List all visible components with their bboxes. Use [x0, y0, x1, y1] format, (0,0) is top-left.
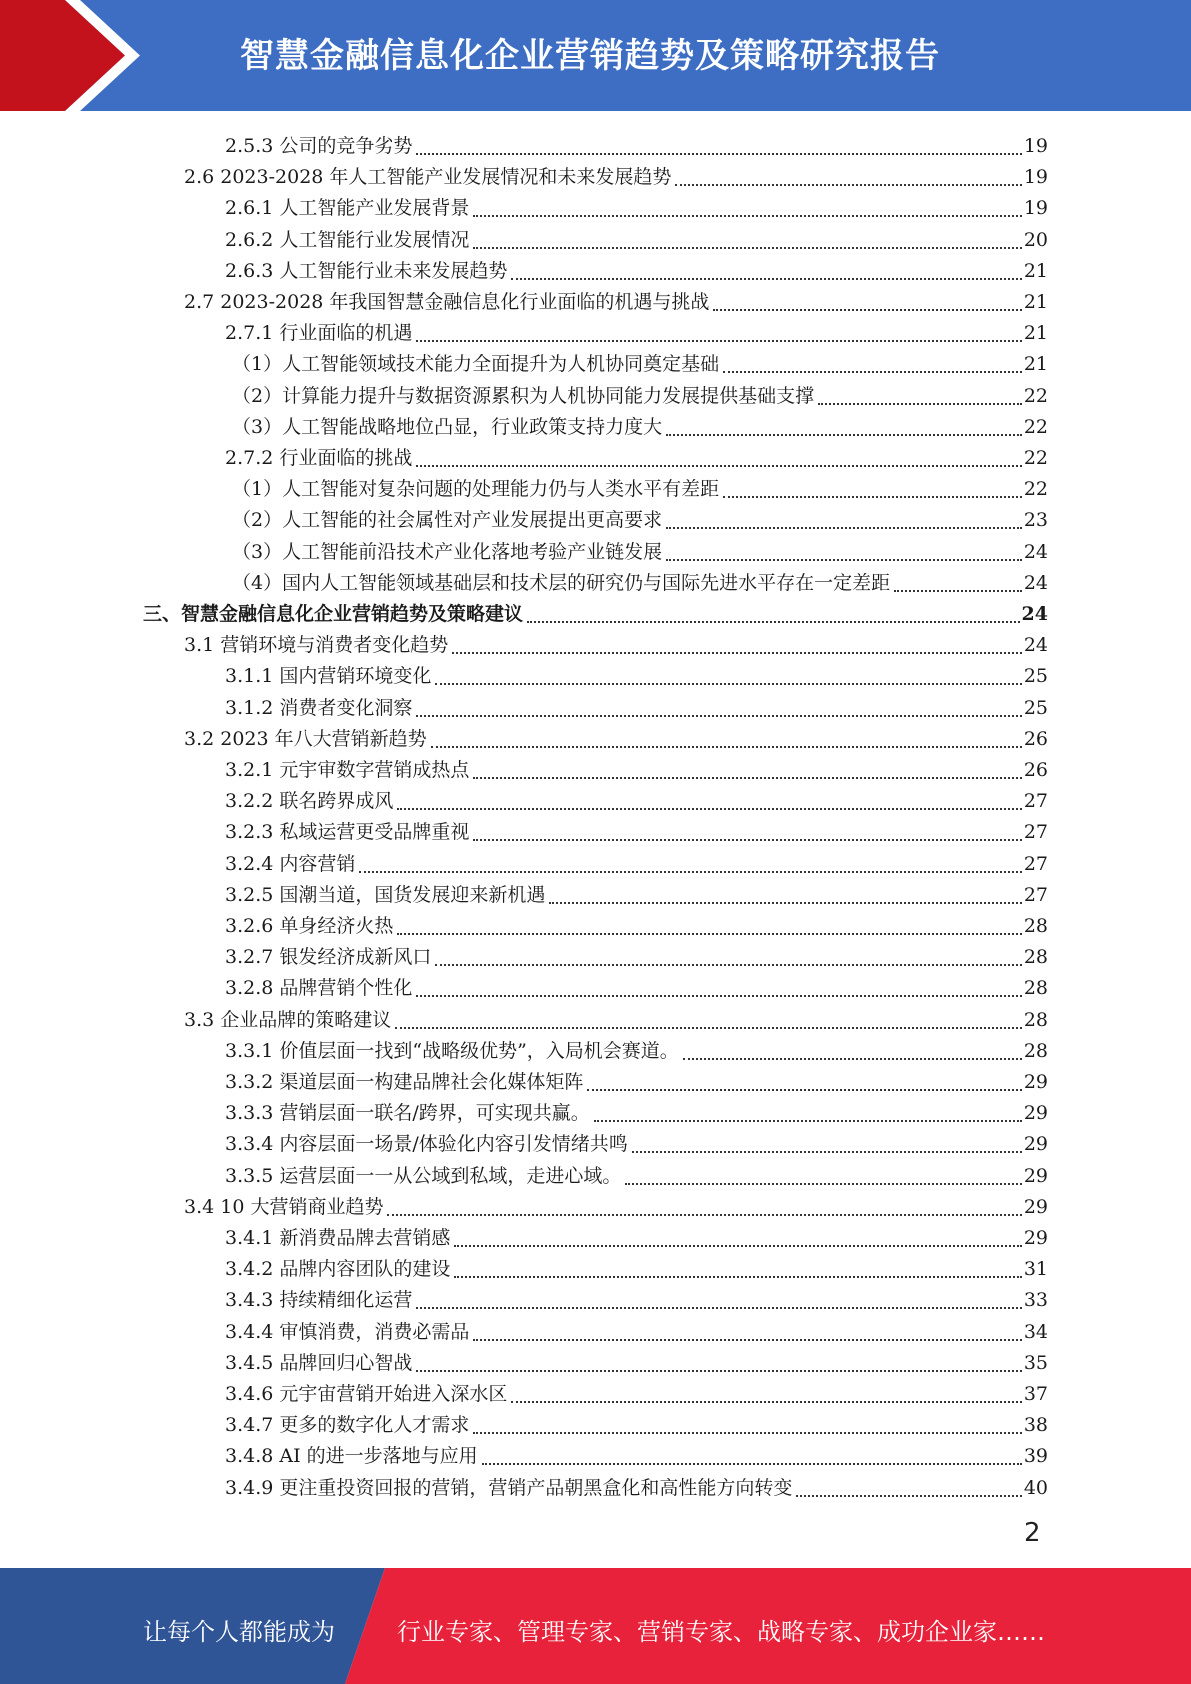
toc-entry-label: 3.4.6 元宇宙营销开始进入深水区 — [225, 1383, 508, 1405]
toc-entry-page: 27 — [1023, 790, 1048, 813]
toc-entry-label: （2）人工智能的社会属性对产业发展提出更高要求 — [232, 509, 663, 532]
toc-entry-page: 27 — [1023, 852, 1048, 875]
toc-entry-label: 3.2.3 私域运营更受品牌重视 — [225, 821, 470, 844]
toc-entry[interactable] — [232, 501, 1048, 532]
toc-entry[interactable] — [143, 595, 1048, 626]
toc-entry-page: 24 — [1023, 540, 1048, 563]
toc-entry[interactable] — [232, 564, 1048, 595]
toc-entry-page: 33 — [1023, 1289, 1048, 1312]
toc-entry-page: 29 — [1023, 1227, 1048, 1249]
toc-leader-dots — [395, 1009, 1022, 1029]
toc-entry-label: （2）计算能力提升与数据资源累积为人机协同能力发展提供基础支撑 — [232, 384, 815, 407]
toc-leader-dots — [675, 166, 1021, 186]
toc-entry[interactable] — [225, 845, 1048, 876]
toc-entry[interactable] — [232, 533, 1048, 564]
toc-entry-label: 3.3.4 内容层面一场景/体验化内容引发情绪共鸣 — [225, 1133, 628, 1156]
toc-entry-page: 24 — [1023, 634, 1048, 657]
toc-leader-dots — [473, 821, 1021, 841]
toc-entry[interactable] — [225, 252, 1048, 283]
toc-entry-label: 3.2 2023 年八大营销新趋势 — [184, 727, 427, 750]
toc-entry-page: 27 — [1023, 821, 1048, 844]
toc-entry-page: 31 — [1023, 1258, 1048, 1281]
toc-entry[interactable] — [225, 314, 1048, 345]
toc-leader-dots — [416, 1289, 1021, 1309]
toc-entry-page: 21 — [1023, 259, 1048, 282]
page-number: 2 — [1024, 1518, 1041, 1548]
toc-entry-label: 3.2.7 银发经济成新风口 — [225, 946, 432, 969]
toc-leader-dots — [387, 1196, 1021, 1216]
toc-leader-dots — [416, 977, 1021, 997]
toc-entry-label: 2.6.1 人工智能产业发展背景 — [225, 197, 470, 220]
toc-entry-page: 39 — [1023, 1445, 1048, 1468]
toc-entry-label: 3.3.2 渠道层面一构建品牌社会化媒体矩阵 — [225, 1071, 584, 1093]
toc-entry-page: 24 — [1021, 603, 1048, 625]
toc-entry-page: 38 — [1023, 1414, 1048, 1437]
page-header — [0, 0, 1191, 111]
toc-leader-dots — [416, 697, 1021, 717]
toc-leader-dots — [416, 1352, 1021, 1372]
toc-entry-page: 22 — [1023, 384, 1048, 407]
toc-entry[interactable] — [225, 1375, 1048, 1406]
toc-leader-dots — [666, 509, 1022, 529]
toc-entry-label: 2.6.3 人工智能行业未来发展趋势 — [225, 259, 508, 282]
toc-entry-page: 22 — [1023, 478, 1048, 501]
toc-entry-label: 3.2.4 内容营销 — [225, 852, 356, 875]
toc-entry[interactable] — [184, 626, 1048, 657]
toc-entry[interactable] — [184, 158, 1048, 189]
toc-entry-label: 3.3 企业品牌的策略建议 — [184, 1008, 392, 1031]
toc-entry[interactable] — [225, 1125, 1048, 1156]
toc-entry[interactable] — [225, 969, 1048, 1000]
toc-leader-dots — [632, 1133, 1022, 1153]
toc-entry[interactable] — [225, 221, 1048, 252]
toc-entry-label: 2.7 2023-2028 年我国智慧金融信息化行业面临的机遇与挑战 — [184, 291, 710, 313]
toc-entry-label: 3.3.1 价值层面一找到“战略级优势”，入局机会赛道。 — [225, 1039, 679, 1062]
toc-entry-page: 21 — [1023, 322, 1048, 345]
toc-leader-dots — [454, 1227, 1021, 1247]
toc-leader-dots — [454, 1258, 1021, 1278]
toc-entry[interactable] — [184, 1188, 1048, 1219]
toc-entry-label: 3.1 营销环境与消费者变化趋势 — [184, 634, 449, 657]
toc-entry-page: 24 — [1023, 571, 1048, 594]
toc-entry-label: 2.5.3 公司的竞争劣势 — [225, 135, 413, 157]
toc-leader-dots — [683, 1040, 1022, 1060]
toc-entry-page: 28 — [1023, 1008, 1048, 1031]
toc-leader-dots — [625, 1165, 1021, 1185]
toc-entry-label: 3.4.3 持续精细化运营 — [225, 1289, 413, 1312]
toc-leader-dots — [473, 1321, 1021, 1341]
toc-entry[interactable] — [184, 1001, 1048, 1032]
report-title: 智慧金融信息化企业营销趋势及策略研究报告 — [240, 36, 940, 76]
toc-entry-label: （1）人工智能领域技术能力全面提升为人机协同奠定基础 — [232, 353, 720, 376]
toc-entry-page: 29 — [1023, 1102, 1048, 1125]
toc-entry-label: 3.2.6 单身经济火热 — [225, 915, 394, 937]
toc-entry-label: 3.2.2 联名跨界成风 — [225, 790, 394, 813]
toc-leader-dots — [416, 322, 1021, 342]
toc-entry[interactable] — [225, 782, 1048, 813]
toc-entry[interactable] — [232, 470, 1048, 501]
toc-entry-page: 19 — [1023, 197, 1048, 220]
toc-entry-page: 27 — [1023, 883, 1048, 906]
toc-entry[interactable] — [225, 1094, 1048, 1125]
toc-entry-label: 2.6.2 人工智能行业发展情况 — [225, 228, 470, 251]
toc-entry-label: 3.4 10 大营销商业趋势 — [184, 1195, 384, 1218]
toc-entry[interactable] — [232, 377, 1048, 408]
toc-entry-label: （3）人工智能战略地位凸显，行业政策支持力度大 — [232, 415, 663, 438]
toc-entry-label: 3.2.1 元宇审数字营销成热点 — [225, 759, 470, 781]
toc-leader-dots — [435, 665, 1021, 685]
toc-entry-page: 37 — [1023, 1383, 1048, 1405]
toc-entry-page: 34 — [1023, 1320, 1048, 1343]
toc-entry-page: 29 — [1023, 1164, 1048, 1187]
toc-leader-dots — [473, 759, 1021, 779]
toc-entry[interactable] — [225, 1406, 1048, 1437]
toc-entry[interactable] — [225, 1437, 1048, 1468]
header-arrow-icon — [0, 0, 160, 111]
toc-entry-page: 28 — [1023, 946, 1048, 969]
toc-leader-dots — [435, 946, 1021, 966]
toc-entry-page: 19 — [1023, 166, 1048, 189]
toc-entry-label: 3.2.8 品牌营销个性化 — [225, 977, 413, 1000]
toc-entry-page: 29 — [1023, 1071, 1048, 1093]
toc-entry-page: 23 — [1023, 509, 1048, 532]
toc-entry[interactable] — [184, 283, 1048, 314]
toc-leader-dots — [587, 1071, 1021, 1091]
toc-entry-page: 35 — [1023, 1351, 1048, 1374]
toc-entry-page: 21 — [1023, 353, 1048, 376]
toc-leader-dots — [818, 385, 1022, 405]
toc-entry-page: 22 — [1023, 415, 1048, 438]
toc-leader-dots — [666, 541, 1022, 561]
toc-entry[interactable] — [225, 751, 1048, 782]
toc-leader-dots — [666, 416, 1022, 436]
toc-entry[interactable] — [225, 1469, 1048, 1500]
toc-entry-label: （3）人工智能前沿技术产业化落地考验产业链发展 — [232, 540, 663, 563]
toc-leader-dots — [473, 229, 1021, 249]
toc-entry-page: 28 — [1023, 915, 1048, 937]
toc-entry-page: 28 — [1023, 1039, 1048, 1062]
toc-leader-dots — [796, 1477, 1021, 1497]
toc-entry[interactable] — [225, 1281, 1048, 1312]
toc-leader-dots — [359, 853, 1021, 873]
toc-leader-dots — [482, 1445, 1022, 1465]
toc-entry-label: 3.4.5 品牌回归心智战 — [225, 1351, 413, 1374]
toc-entry[interactable] — [225, 1344, 1048, 1375]
toc-entry-label: （4）国内人工智能领域基础层和技术层的研究仍与国际先进水平存在一定差距 — [232, 571, 891, 594]
toc-entry-label: 三、智慧金融信息化企业营销趋势及策略建议 — [143, 603, 524, 625]
toc-leader-dots — [397, 915, 1021, 935]
toc-entry-page: 19 — [1023, 135, 1048, 157]
toc-entry[interactable] — [225, 876, 1048, 907]
toc-leader-dots — [416, 135, 1021, 155]
toc-entry[interactable] — [225, 938, 1048, 969]
toc-entry-page: 21 — [1023, 291, 1048, 313]
toc-leader-dots — [723, 353, 1022, 373]
toc-leader-dots — [511, 1383, 1021, 1403]
toc-entry-page: 29 — [1023, 1133, 1048, 1156]
page-footer — [0, 1568, 1191, 1684]
toc-entry-label: 3.1.2 消费者变化洞察 — [225, 696, 413, 719]
toc-leader-dots — [473, 1414, 1021, 1434]
toc-entry-label: 3.4.1 新消费品牌去营销感 — [225, 1227, 451, 1249]
toc-entry[interactable] — [232, 408, 1048, 439]
toc-entry-page: 28 — [1023, 977, 1048, 1000]
toc-entry-label: （1）人工智能对复杂问题的处理能力仍与人类水平有差距 — [232, 478, 720, 501]
toc-leader-dots — [713, 291, 1021, 311]
toc-leader-dots — [416, 447, 1021, 467]
toc-leader-dots — [594, 1102, 1022, 1122]
toc-entry-label: 2.7.2 行业面临的挑战 — [225, 447, 413, 469]
toc-entry[interactable] — [184, 720, 1048, 751]
toc-entry[interactable] — [225, 1219, 1048, 1250]
toc-entry[interactable] — [225, 657, 1048, 688]
toc-entry-page: 20 — [1023, 228, 1048, 251]
toc-entry-label: 3.4.2 品牌内容团队的建设 — [225, 1258, 451, 1281]
toc-entry[interactable] — [225, 1313, 1048, 1344]
toc-entry-page: 25 — [1023, 665, 1048, 688]
toc-leader-dots — [431, 728, 1022, 748]
toc-entry[interactable] — [225, 439, 1048, 470]
toc-entry-label: 3.4.8 AI 的进一步落地与应用 — [225, 1445, 478, 1468]
toc-entry-page: 26 — [1023, 759, 1048, 781]
footer-slogan: 让每个人都能成为 — [143, 1618, 335, 1646]
toc-entry-page: 25 — [1023, 696, 1048, 719]
toc-entry-label: 3.4.9 更注重投资回报的营销，营销产品朝黑盒化和高性能方向转变 — [225, 1476, 793, 1499]
toc-entry[interactable] — [232, 345, 1048, 376]
toc-leader-dots — [452, 634, 1022, 654]
toc-leader-dots — [527, 603, 1020, 623]
toc-entry[interactable] — [225, 1032, 1048, 1063]
toc-entry-label: 2.7.1 行业面临的机遇 — [225, 322, 413, 345]
toc-entry[interactable] — [225, 813, 1048, 844]
toc-entry-label: 3.1.1 国内营销环境变化 — [225, 665, 432, 688]
toc-entry-label: 3.3.3 营销层面一联名/跨界，可实现共赢。 — [225, 1102, 590, 1125]
toc-leader-dots — [473, 197, 1021, 217]
toc-leader-dots — [549, 884, 1021, 904]
toc-entry-page: 22 — [1023, 447, 1048, 469]
footer-roles: 行业专家、管理专家、营销专家、战略专家、成功企业家…… — [397, 1618, 1045, 1646]
toc-leader-dots — [397, 790, 1021, 810]
toc-leader-dots — [511, 260, 1021, 280]
toc-leader-dots — [723, 478, 1022, 498]
toc-entry[interactable] — [225, 189, 1048, 220]
toc-entry[interactable] — [225, 907, 1048, 938]
toc-entry-label: 3.4.7 更多的数字化人才需求 — [225, 1414, 470, 1437]
toc-entry[interactable] — [225, 1063, 1048, 1094]
toc-entry-label: 3.4.4 审慎消费，消费必需品 — [225, 1320, 470, 1343]
toc-entry[interactable] — [225, 127, 1048, 158]
toc-entry-page: 40 — [1023, 1476, 1048, 1499]
toc-entry[interactable] — [225, 689, 1048, 720]
toc-leader-dots — [894, 572, 1022, 592]
toc-entry[interactable] — [225, 1250, 1048, 1281]
toc-entry-label: 2.6 2023-2028 年人工智能产业发展情况和未来发展趋势 — [184, 166, 672, 189]
toc-entry-page: 26 — [1023, 727, 1048, 750]
toc-entry[interactable] — [225, 1157, 1048, 1188]
toc-entry-label: 3.3.5 运营层面一一从公域到私域，走进心域。 — [225, 1164, 622, 1187]
toc-entry-label: 3.2.5 国潮当道，国货发展迎来新机遇 — [225, 883, 546, 906]
toc-entry-page: 29 — [1023, 1195, 1048, 1218]
